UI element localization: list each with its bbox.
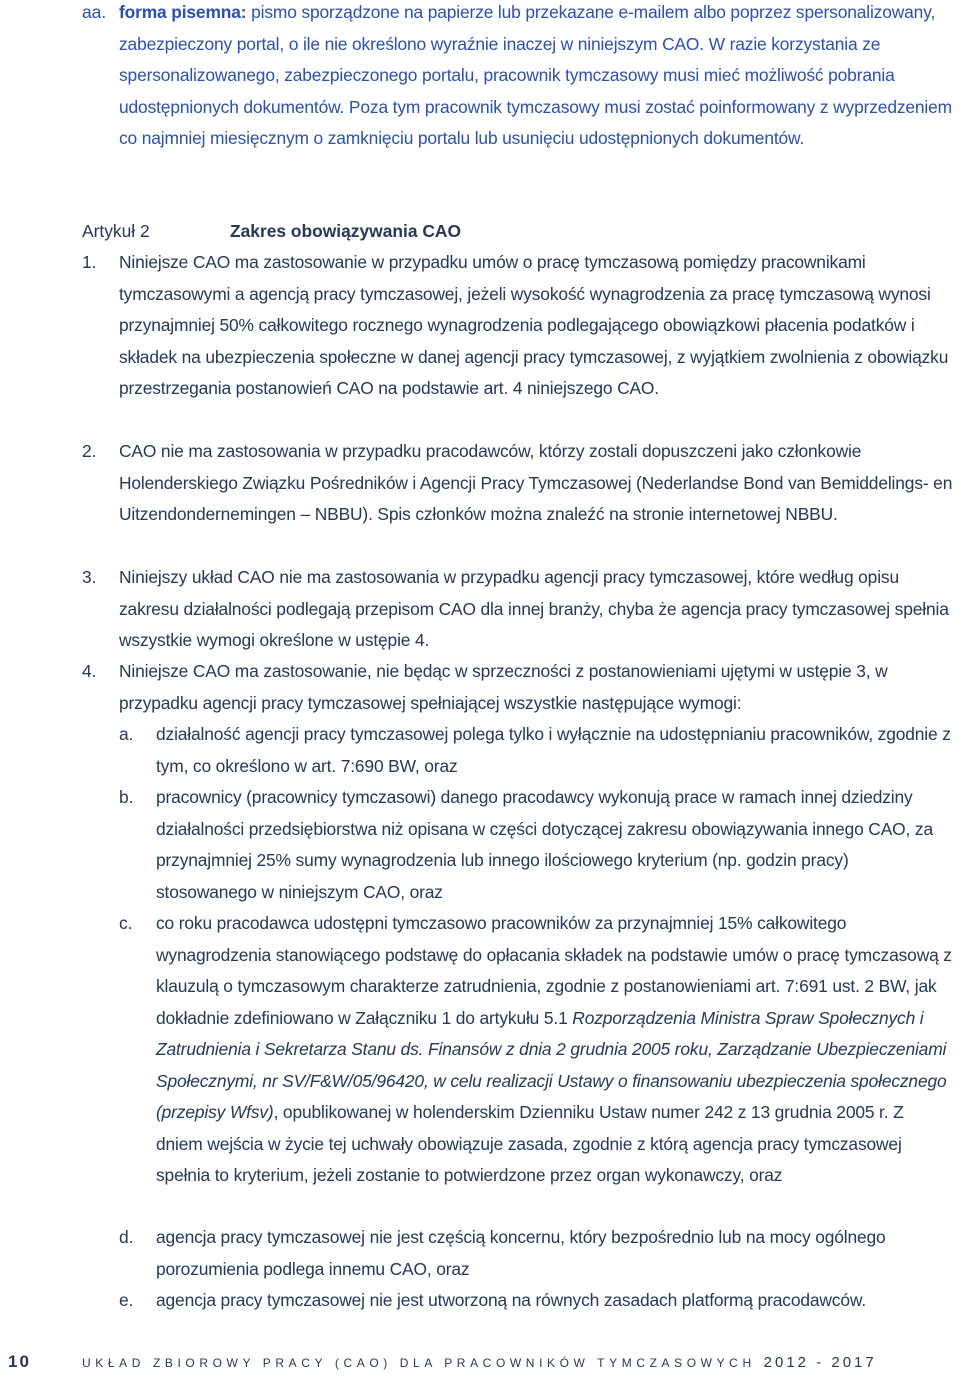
footer-title <box>82 1354 877 1371</box>
subitem-c-paragraph <box>156 908 954 1192</box>
subitem-c-marker: c. <box>119 913 133 933</box>
item-2-marker: 2. <box>82 441 97 461</box>
item-aa-text-b: Poza tym pracownik tymczasowy musi zostać poinformowany z wyprzedzeniem co najmniej miesięcznym o zamknięciu portalu lub usunięciu udostępnionych dokumentów. <box>119 96 952 148</box>
subitem-c-text-b: , opublikowanej w holenderskim Dzienniku Ustaw numer 242 z 13 grudnia 2005 r. Z dniem wejścia w życie tej uchwały obowiązuje zasada, zgodnie z którą agencja pracy tymczasowej spełnia to kryterium, jeżeli zostanie to potwierdzone przez organ wykonawczy, oraz <box>156 1102 904 1185</box>
subitem-a-text: działalność agencji pracy tymczasowej polega tylko i wyłącznie na udostępnianiu pracowników, zgodnie z tym, co określono w art. 7:690 BW, oraz <box>156 724 951 776</box>
item-1-text: Niniejsze CAO ma zastosowanie w przypadku umów o pracę tymczasową pomiędzy pracownikami tymczasowymi a agencją pracy tymczasowej, jeżeli wysokość wynagrodzenia za pracę tymczasową wynosi przynajmniej 50% całkowitego rocznego wynagrodzenia podlegającego obowiązkowi płacenia podatków i składek na ubezpieczenia społeczne w danej agencji pracy tymczasowej, z wyjątkiem zwolnienia z obowiązku przestrzegania postanowień CAO na podstawie art. 4 niniejszego CAO. <box>119 252 949 398</box>
item-4-marker: 4. <box>82 661 97 681</box>
footer-years: 2012 - 2017 <box>763 1354 877 1371</box>
subitem-c-regulation-title: Rozporządzenia Ministra Spraw Społecznych i Zatrudnienia i Sekretarza Stanu ds. Finansów z dnia 2 grudnia 2005 roku, Zarządzanie Ubezpieczeniami Społecznymi, nr SV/F&W/05/96420, w celu realizacji Ustawy o finansowaniu ubezpieczenia społecznego (przepisy Wfsv) <box>156 1007 947 1122</box>
page-number: 10 <box>8 1352 31 1371</box>
subitem-d-text: agencja pracy tymczasowej nie jest częścią koncernu, który bezpośrednio lub na mocy ogólnego porozumienia podlega innemu CAO, oraz <box>156 1227 886 1279</box>
subitem-e-marker: e. <box>119 1290 134 1310</box>
item-3-marker: 3. <box>82 567 97 587</box>
item-aa-paragraph <box>119 0 954 155</box>
article-label: Artykuł 2 <box>82 221 150 241</box>
item-aa-label: forma pisemna: <box>119 2 247 22</box>
subitem-c-text-a: co roku pracodawca udostępni tymczasowo pracowników za przynajmniej 15% całkowitego wynagrodzenia stanowiącego podstawę do opłacania składek na podstawie umów o pracę tymczasową z klauzulą o tymczasowym charakterze zatrudnienia, zgodnie z postanowieniami art. 7:691 ust. 2 BW, jak dokładnie zdefiniowano w Załączniku 1 do artykułu 5.1 <box>156 913 952 1028</box>
subitem-a-marker: a. <box>119 724 134 744</box>
subitem-b-marker: b. <box>119 787 134 807</box>
item-aa-marker: aa. <box>82 2 107 22</box>
subitem-b-text: pracownicy (pracownicy tymczasowi) danego pracodawcy wykonują prace w ramach innej dziedziny działalności przedsiębiorstwa niż opisana w części dotyczącej zakresu obowiązywania innego CAO, za przynajmniej 25% sumy wynagrodzenia lub innego ilościowego kryterium (np. godzin pracy) stosowanego w niniejszym CAO, oraz <box>156 787 933 902</box>
item-aa-text-a: pismo sporządzone na papierze lub przekazane e-mailem albo poprzez spersonalizowany, zabezpieczony portal, o ile nie określono wyraźnie inaczej w niniejszym CAO. W razie korzystania ze spersonalizowanego, zabezpieczonego portalu, pracownik tymczasowy musi mieć możliwość pobrania udostępnionych dokumentów. <box>119 2 936 117</box>
footer-title-text: UKŁAD ZBIOROWY PRACY (CAO) DLA PRACOWNIKÓW TYMCZASOWYCH <box>82 1356 756 1370</box>
item-4-text: Niniejsze CAO ma zastosowanie, nie będąc w sprzeczności z postanowieniami ujętymi w ustępie 3, w przypadku agencji pracy tymczasowej spełniającej wszystkie następujące wymogi: <box>119 661 888 713</box>
item-1-marker: 1. <box>82 252 97 272</box>
item-2-text: CAO nie ma zastosowania w przypadku pracodawców, którzy zostali dopuszczeni jako członkowie Holenderskiego Związku Pośredników i Agencji Pracy Tymczasowej (Nederlandse Bond van Bemiddelings- en Uitzendondernemingen – NBBU). Spis członków można znaleźć na stronie internetowej NBBU. <box>119 441 953 524</box>
item-3-text: Niniejszy układ CAO nie ma zastosowania w przypadku agencji pracy tymczasowej, które według opisu zakresu działalności podlegają przepisom CAO dla innej branży, chyba że agencja pracy tymczasowej spełnia wszystkie wymogi określone w ustępie 4. <box>119 567 949 650</box>
article-title: Zakres obowiązywania CAO <box>230 221 461 241</box>
subitem-e-text: agencja pracy tymczasowej nie jest utworzoną na równych zasadach platformą pracodawców. <box>156 1290 866 1310</box>
subitem-d-marker: d. <box>119 1227 134 1247</box>
